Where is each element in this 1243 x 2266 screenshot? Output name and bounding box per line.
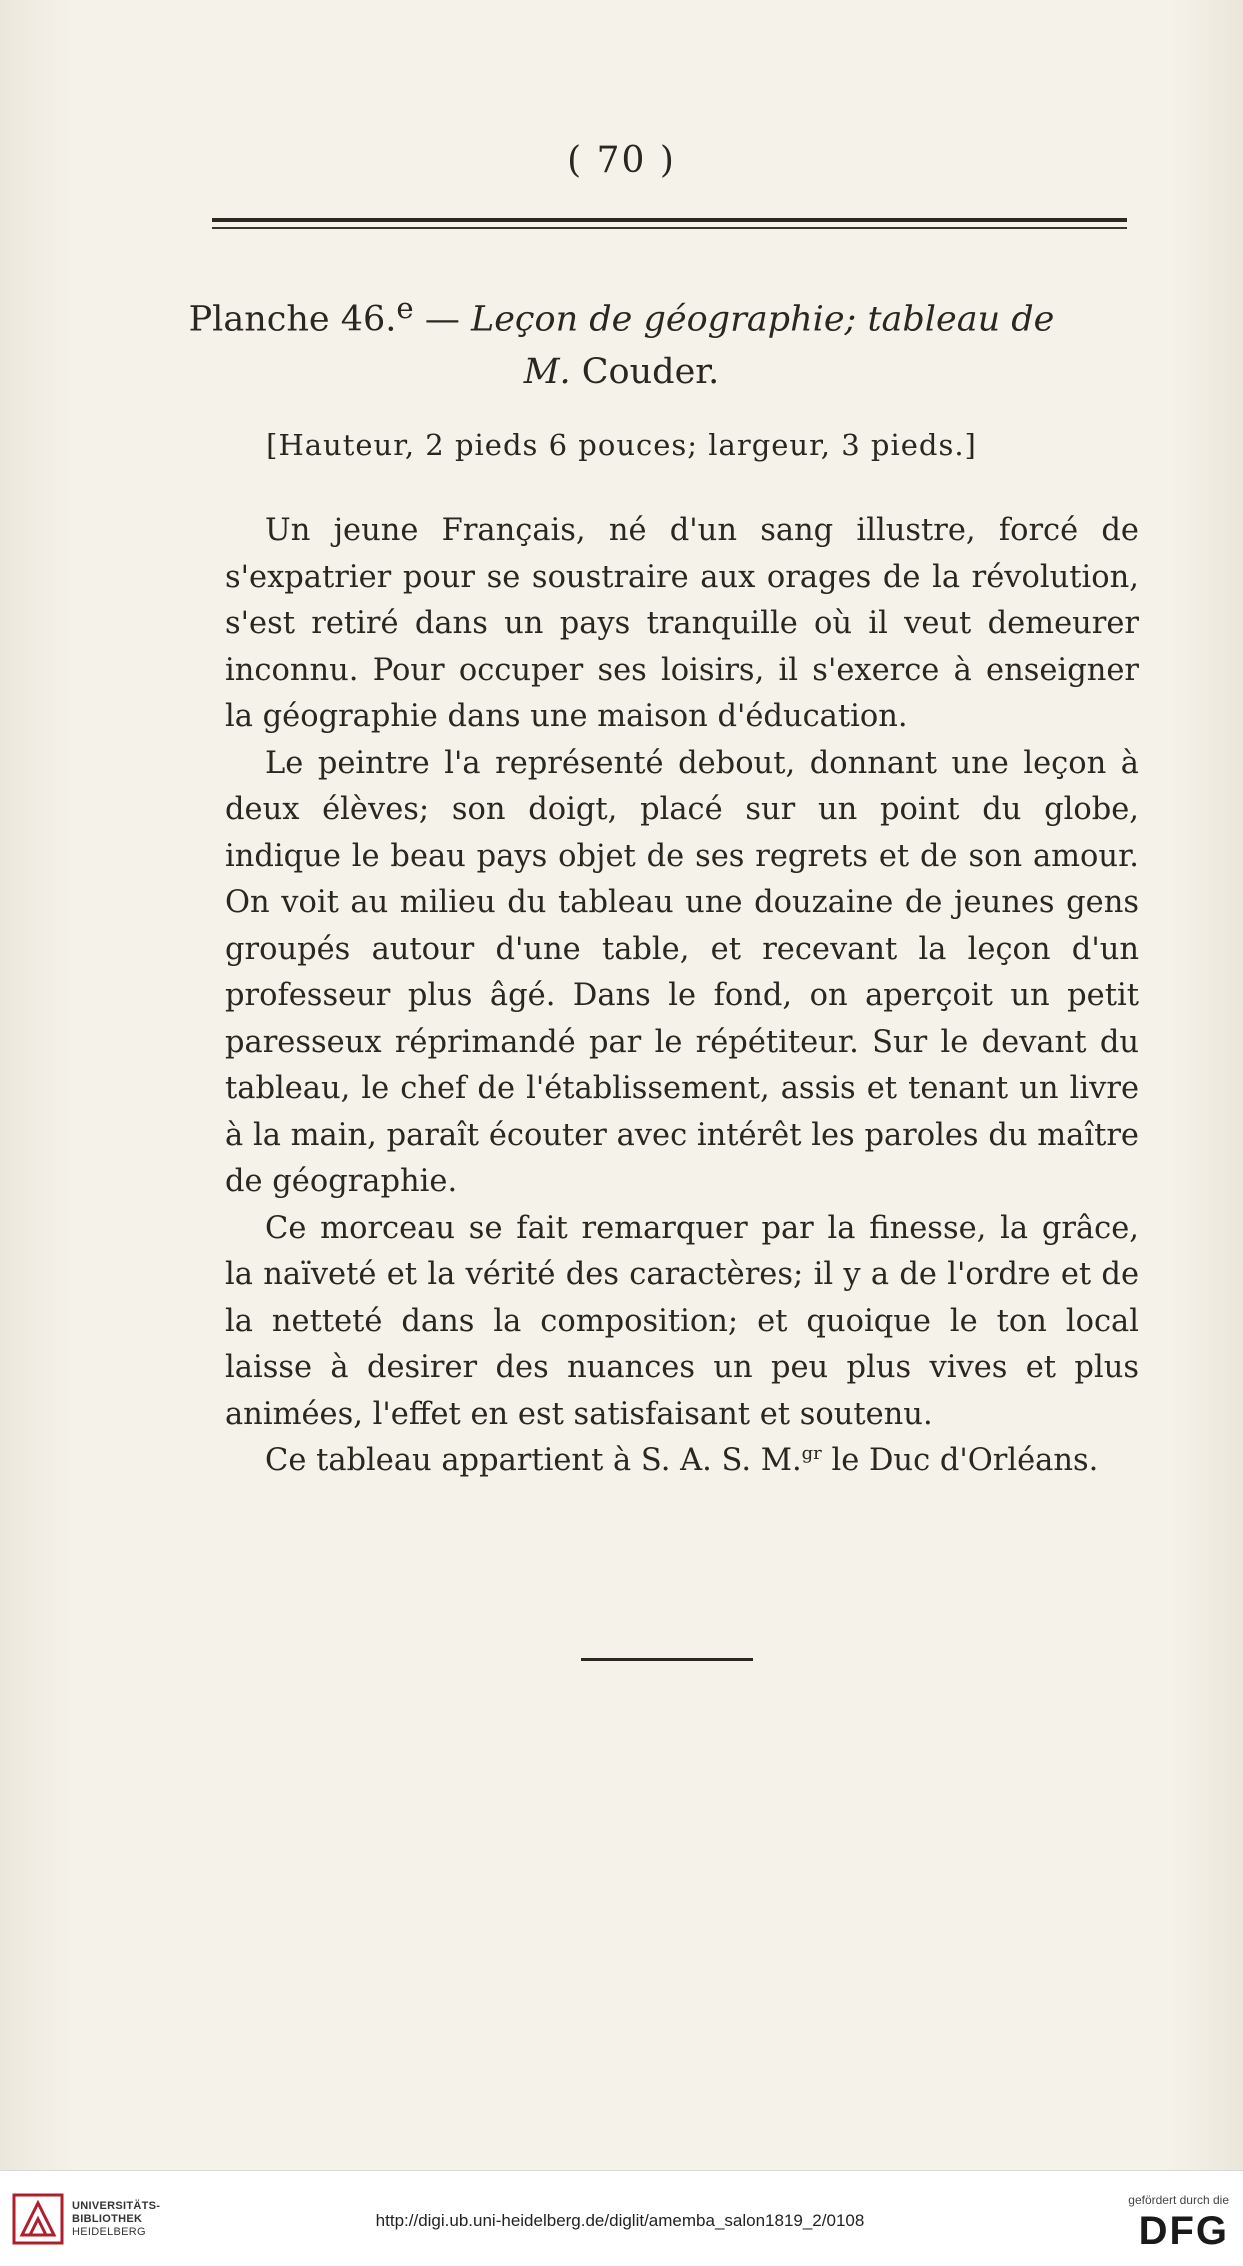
library-name-line3: HEIDELBERG xyxy=(72,2226,146,2238)
artist-name: Couder. xyxy=(570,351,720,392)
plate-heading xyxy=(160,282,1083,398)
dfg-logo: DFG xyxy=(1138,2209,1229,2253)
end-rule xyxy=(581,1658,753,1661)
paragraph: Un jeune Français, né d'un sang illustre, forcé de s'expatrier pour se soustraire aux orages de la révolution, s'est retiré dans un pays tranquille où il veut demeurer inconnu. Pour occuper ses loisirs, il s'exerce à enseigner la géographie dans une maison d'éducation. xyxy=(225,513,1139,734)
body-text xyxy=(225,508,1139,1485)
painting-dimensions: [Hauteur, 2 pieds 6 pouces; largeur, 3 pieds.] xyxy=(266,428,977,462)
funded-by-label: gefördert durch die xyxy=(1128,2193,1229,2207)
artist-title: M. xyxy=(523,351,571,392)
plate-label-sup: e xyxy=(396,291,414,325)
paragraph: Ce morceau se fait remarquer par la finesse, la grâce, la naïveté et la vérité des caractères; il y a de l'ordre et de la netteté dans la composition; et quoique le ton local laisse à desirer des nuances un peu plus vives et plus animées, l'effet en est satisfaisant et soutenu. xyxy=(225,1210,1139,1432)
library-name-line1: UNIVERSITÄTS- xyxy=(72,2200,161,2212)
plate-label: Planche 46. xyxy=(188,299,397,340)
permalink-url[interactable]: http://digi.ub.uni-heidelberg.de/diglit/amemba_salon1819_2/0108 xyxy=(375,2211,865,2230)
ownership-text: Ce tableau appartient à S. A. S. M. xyxy=(265,1443,802,1478)
library-name-line2: BIBLIOTHEK xyxy=(72,2213,143,2225)
page-number: ( 70 ) xyxy=(567,140,676,181)
ownership-owner: le Duc d'Orléans. xyxy=(821,1443,1099,1478)
painting-title: Leçon de géographie; tableau de xyxy=(470,299,1055,340)
paragraph: Le peintre l'a représenté debout, donnant une leçon à deux élèves; son doigt, placé sur un point du globe, indique le beau pays objet de ses regrets et de son amour. On voit au milieu du tableau une douzaine de jeunes gens groupés autour d'une table, et recevant la leçon d'un professeur plus âgé. Dans le fond, on aperçoit un petit paresseux réprimandé par le répétiteur. Sur le devant du tableau, le chef de l'établissement, assis et tenant un livre à la main, paraît écouter avec intérêt les paroles du maître de géographie. xyxy=(225,745,1139,1199)
ownership-paragraph xyxy=(225,1438,1139,1485)
library-name xyxy=(72,2200,160,2239)
header-rule-thick xyxy=(212,218,1127,222)
header-double-rule xyxy=(212,218,1127,232)
ownership-sup: gr xyxy=(801,1442,822,1464)
header-rule-thin xyxy=(212,227,1127,229)
university-library-logo-icon xyxy=(12,2193,64,2245)
footer-bar xyxy=(0,2170,1243,2266)
heading-dash: — xyxy=(413,299,471,340)
